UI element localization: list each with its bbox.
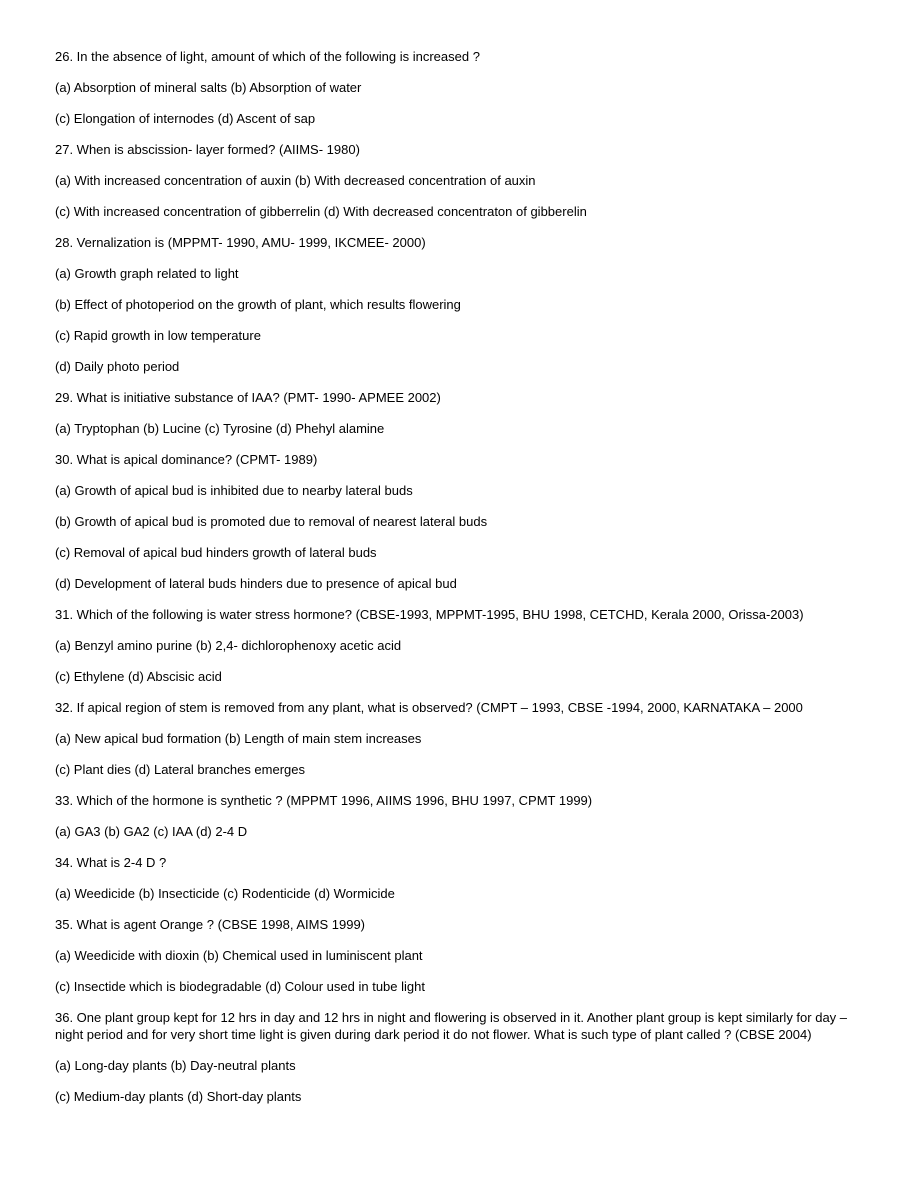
question-34: 34. What is 2-4 D ? [55,855,167,870]
question-26-options-cd: (c) Elongation of internodes (d) Ascent of sap [55,111,316,126]
question-30: 30. What is apical dominance? (CPMT- 1989) [55,452,318,467]
question-29: 29. What is initiative substance of IAA? (PMT- 1990- APMEE 2002) [55,390,441,405]
question-34-options: (a) Weedicide (b) Insecticide (c) Rodenticide (d) Wormicide [55,886,395,901]
question-27: 27. When is abscission- layer formed? (AIIMS- 1980) [55,142,360,157]
question-35-options-ab: (a) Weedicide with dioxin (b) Chemical used in luminiscent plant [55,948,423,963]
question-27-options-cd: (c) With increased concentration of gibberrelin (d) With decreased concentraton of gibberelin [55,204,587,219]
document-page [55,48,855,1119]
question-35-options-cd: (c) Insectide which is biodegradable (d) Colour used in tube light [55,979,425,994]
question-30-option-d: (d) Development of lateral buds hinders due to presence of apical bud [55,576,457,591]
question-36-options-cd: (c) Medium-day plants (d) Short-day plants [55,1089,302,1104]
question-27-options-ab: (a) With increased concentration of auxin (b) With decreased concentration of auxin [55,173,536,188]
question-31: 31. Which of the following is water stress hormone? (CBSE-1993, MPPMT-1995, BHU 1998, CETCHD, Kerala 2000, Orissa-2003) [55,607,804,622]
question-36: 36. One plant group kept for 12 hrs in day and 12 hrs in night and flowering is observed in it. Another plant group is kept similarly for day – night period and for very short time light is given during dark period it do not flower. What is such type of plant called ? (CBSE 2004) [55,1010,848,1042]
question-28-option-a: (a) Growth graph related to light [55,266,239,281]
question-30-option-b: (b) Growth of apical bud is promoted due to removal of nearest lateral buds [55,514,488,529]
question-30-option-c: (c) Removal of apical bud hinders growth of lateral buds [55,545,377,560]
question-26: 26. In the absence of light, amount of which of the following is increased ? [55,49,480,64]
question-28-option-c: (c) Rapid growth in low temperature [55,328,261,343]
question-29-options: (a) Tryptophan (b) Lucine (c) Tyrosine (d) Phehyl alamine [55,421,385,436]
question-26-options-ab: (a) Absorption of mineral salts (b) Absorption of water [55,80,362,95]
question-31-options-cd: (c) Ethylene (d) Abscisic acid [55,669,222,684]
question-31-options-ab: (a) Benzyl amino purine (b) 2,4- dichlorophenoxy acetic acid [55,638,402,653]
question-32-options-cd: (c) Plant dies (d) Lateral branches emerges [55,762,306,777]
question-33: 33. Which of the hormone is synthetic ? (MPPMT 1996, AIIMS 1996, BHU 1997, CPMT 1999) [55,793,593,808]
question-30-option-a: (a) Growth of apical bud is inhibited due to nearby lateral buds [55,483,413,498]
question-35: 35. What is agent Orange ? (CBSE 1998, AIMS 1999) [55,917,366,932]
question-33-options: (a) GA3 (b) GA2 (c) IAA (d) 2-4 D [55,824,248,839]
question-32-options-ab: (a) New apical bud formation (b) Length of main stem increases [55,731,422,746]
question-28-option-d: (d) Daily photo period [55,359,180,374]
question-32: 32. If apical region of stem is removed from any plant, what is observed? (CMPT – 1993, CBSE -1994, 2000, KARNATAKA – 2000 [55,700,803,715]
question-28-option-b: (b) Effect of photoperiod on the growth of plant, which results flowering [55,297,461,312]
question-36-options-ab: (a) Long-day plants (b) Day-neutral plants [55,1058,296,1073]
question-28: 28. Vernalization is (MPPMT- 1990, AMU- 1999, IKCMEE- 2000) [55,235,426,250]
